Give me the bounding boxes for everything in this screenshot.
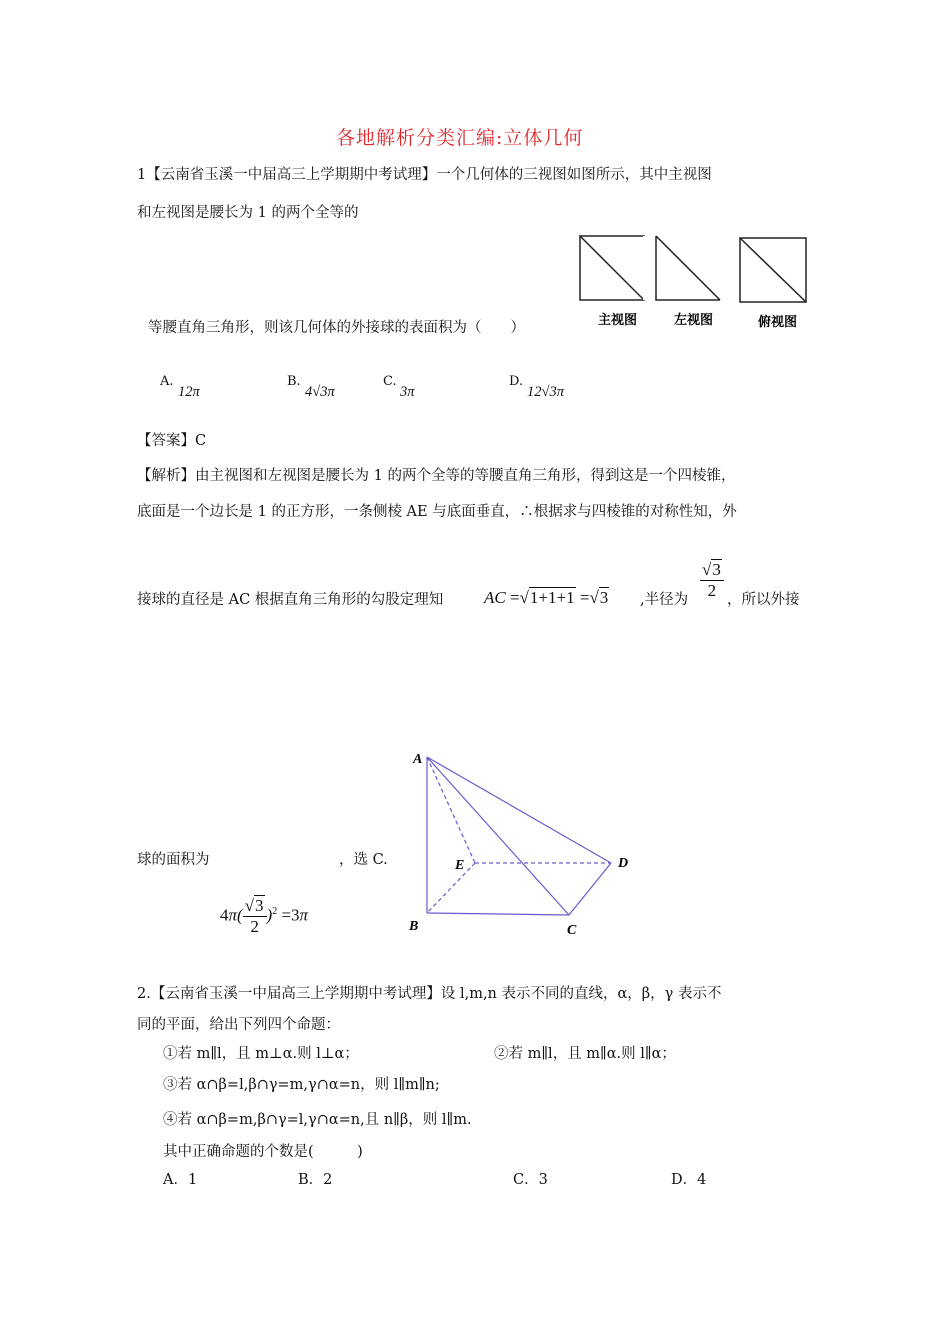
q1-option-b-label: B. [287,374,301,389]
q2-prompt: 其中正确命题的个数是( ) [163,1144,363,1160]
q2-option-c: C．3 [513,1172,548,1188]
vertex-d-label: D [618,856,629,871]
q1-option-a-value: 12π [178,384,200,400]
front-view-label: 主视图 [598,312,638,327]
q1-analysis-line1: 【解析】由主视图和左视图是腰长为 1 的两个全等的等腰直角三角形，得到这是一个四棱锥， [137,468,736,484]
q1-analysis-line3b: ,半径为 [640,592,689,608]
q2-proposition-1: ①若 m∥l，且 m⊥α.则 l⊥α； [163,1046,359,1062]
q1-analysis-line2: 底面是一个边长是 1 的正方形，一条侧棱 AE 与底面垂直，∴根据求与四棱锥的对称性知，外 [137,504,737,520]
q1-analysis-line3a: 接球的直径是 AC 根据直角三角形的勾股定理知 [137,592,444,608]
q1-stem-line1: 1【云南省玉溪一中届高三上学期期中考试理】一个几何体的三视图如图所示，其中主视图 [137,167,712,183]
vertex-e-label: E [455,858,465,873]
vertex-b-label: B [409,919,419,934]
q2-proposition-4: ④若 α∩β=m,β∩γ=l,γ∩α=n,且 n∥β，则 l∥m. [163,1112,472,1128]
q1-answer: 【答案】C [137,433,207,449]
q2-stem-line1: 2.【云南省玉溪一中届高三上学期期中考试理】设 l,m,n 表示不同的直线，α，β，γ 表示不 [137,986,722,1002]
q2-proposition-2: ②若 m∥l，且 m∥α.则 l∥α； [494,1046,676,1062]
pyramid-diagram [405,745,645,940]
q1-stem-line2: 和左视图是腰长为 1 的两个全等的 [137,205,359,221]
vertex-a-label: A [413,752,423,767]
three-view-figure [574,230,814,335]
side-view-figure [656,236,720,300]
q1-option-d-label: D. [509,374,524,389]
q1-analysis-line4b: ，选 C. [339,852,388,868]
q1-option-c-value: 3π [400,384,415,400]
top-view-label: 俯视图 [758,314,798,329]
q1-option-b-value: 4√3π [305,384,335,400]
sphere-area-formula: 4π( $\frac{√3}{2}$ )$^2$ =3π [220,896,309,936]
vertex-c-label: C [567,923,577,938]
q1-analysis-line3c: ，所以外接 [727,592,800,608]
q2-option-b: B．2 [298,1172,333,1188]
front-view-figure [580,236,644,300]
q1-stem-line3: 等腰直角三角形，则该几何体的外接球的表面积为（ ） [148,320,525,336]
q2-stem-line2: 同的平面，给出下列四个命题： [137,1017,340,1033]
q1-option-c-label: C. [383,374,397,389]
side-view-label: 左视图 [674,312,714,327]
q1-option-d-value: 12√3π [527,384,564,400]
q1-option-a-label: A. [160,374,174,389]
q2-option-a: A．1 [163,1172,198,1188]
top-view-figure [740,238,806,302]
q2-option-d: D．4 [671,1172,707,1188]
q1-analysis-line4a: 球的面积为 [137,852,210,868]
ac-formula: AC =√1+1+1 =√3 [484,588,609,607]
page-title: 各地解析分类汇编:立体几何 [336,127,584,149]
radius-fraction: $\frac{√3}{2}$ [700,560,724,601]
q2-proposition-3: ③若 α∩β=l,β∩γ=m,γ∩α=n，则 l∥m∥n; [163,1077,440,1093]
